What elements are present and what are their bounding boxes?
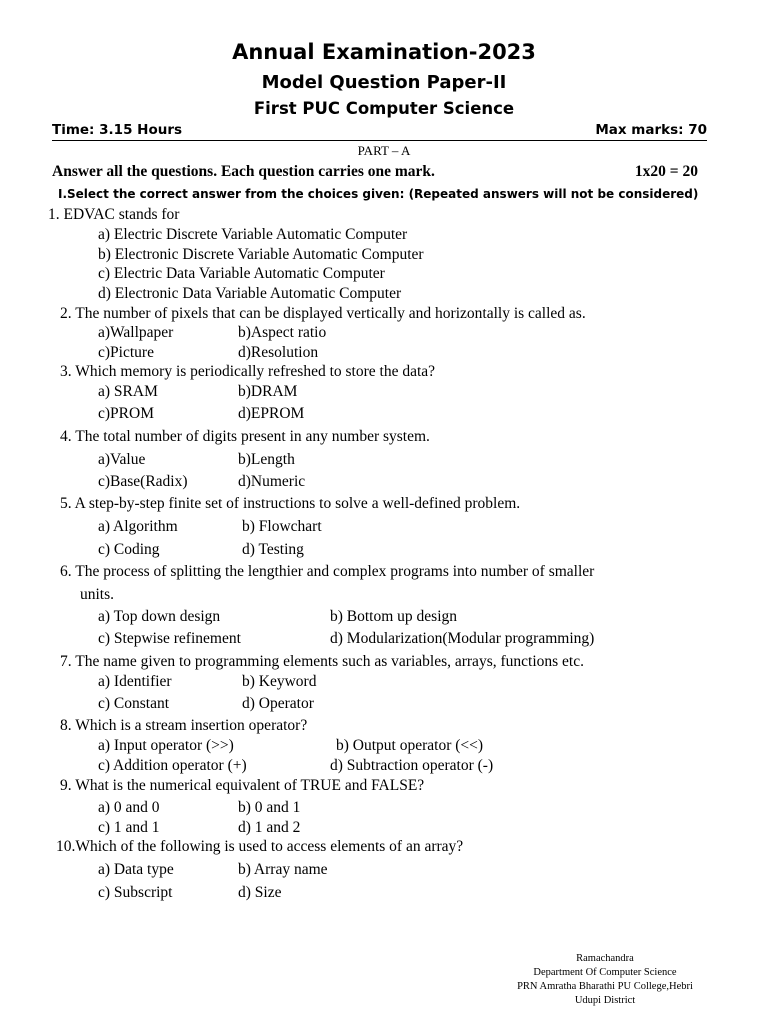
q5-option-a: a) Algorithm (98, 518, 178, 535)
q7-option-d: d) Operator (242, 695, 314, 712)
q10-option-d: d) Size (238, 884, 282, 901)
question-6: 6. The process of splitting the lengthier and complex programs into number of smaller (60, 563, 595, 580)
q2-option-c: c)Picture (98, 344, 154, 361)
question-6-continued: units. (80, 586, 115, 603)
q7-option-b: b) Keyword (242, 673, 317, 690)
q3-option-a: a) SRAM (98, 383, 158, 400)
q1-option-a: a) Electric Discrete Variable Automatic Computer (98, 226, 408, 243)
question-4: 4. The total number of digits present in any number system. (60, 428, 430, 445)
question-7: 7. The name given to programming elements such as variables, arrays, functions etc. (60, 653, 584, 670)
q10-option-c: c) Subscript (98, 884, 173, 901)
q6-option-a: a) Top down design (98, 608, 221, 625)
max-marks: Max marks: 70 (595, 122, 707, 138)
header-divider (52, 140, 707, 141)
q1-option-b: b) Electronic Discrete Variable Automatic Computer (98, 246, 424, 263)
author-department: Department Of Computer Science (533, 967, 677, 978)
q5-option-b: b) Flowchart (242, 518, 322, 535)
q8-option-a: a) Input operator (>>) (98, 737, 234, 754)
part-marks: 1x20 = 20 (634, 163, 698, 180)
question-1: 1. EDVAC stands for (48, 206, 180, 223)
q2-option-d: d)Resolution (238, 344, 319, 361)
q8-option-b: b) Output operator (<<) (336, 737, 484, 754)
question-3: 3. Which memory is periodically refreshed to store the data? (60, 363, 436, 380)
q8-option-d: d) Subtraction operator (-) (330, 757, 494, 774)
q3-option-c: c)PROM (98, 405, 154, 422)
question-2: 2. The number of pixels that can be displayed vertically and horizontally is called as. (60, 305, 586, 322)
q4-option-a: a)Value (98, 451, 146, 468)
section-instruction: I.Select the correct answer from the choices given: (Repeated answers will not be considered) (58, 187, 699, 201)
q5-option-d: d) Testing (242, 541, 304, 558)
q4-option-c: c)Base(Radix) (98, 473, 188, 490)
q2-option-b: b)Aspect ratio (238, 324, 327, 341)
exam-title: Annual Examination-2023 (232, 40, 536, 64)
part-instruction: Answer all the questions. Each question carries one mark. (52, 163, 435, 180)
q9-option-c: c) 1 and 1 (98, 819, 160, 836)
q3-option-b: b)DRAM (238, 383, 298, 400)
q5-option-c: c) Coding (98, 541, 160, 558)
question-5: 5. A step-by-step finite set of instructions to solve a well-defined problem. (60, 495, 521, 512)
q9-option-d: d) 1 and 2 (238, 819, 301, 836)
q10-option-a: a) Data type (98, 861, 174, 878)
q4-option-b: b)Length (238, 451, 295, 468)
q3-option-d: d)EPROM (238, 405, 305, 422)
paper-subtitle: Model Question Paper-II (261, 72, 507, 93)
q6-option-c: c) Stepwise refinement (98, 630, 241, 647)
part-label: PART – A (357, 143, 411, 158)
q9-option-a: a) 0 and 0 (98, 799, 160, 816)
course-title: First PUC Computer Science (253, 99, 515, 118)
q7-option-c: c) Constant (98, 695, 170, 712)
q1-option-d: d) Electronic Data Variable Automatic Computer (98, 285, 402, 302)
author-block (470, 952, 740, 1008)
q6-option-b: b) Bottom up design (330, 608, 458, 625)
exam-time: Time: 3.15 Hours (52, 122, 183, 138)
q10-option-b: b) Array name (238, 861, 328, 878)
q1-option-c: c) Electric Data Variable Automatic Computer (98, 265, 385, 282)
q9-option-b: b) 0 and 1 (238, 799, 301, 816)
q8-option-c: c) Addition operator (+) (98, 757, 247, 774)
q4-option-d: d)Numeric (238, 473, 306, 490)
q7-option-a: a) Identifier (98, 673, 172, 690)
author-college: PRN Amratha Bharathi PU College,Hebri (517, 981, 693, 992)
question-9: 9. What is the numerical equivalent of TRUE and FALSE? (60, 777, 425, 794)
question-8: 8. Which is a stream insertion operator? (60, 717, 308, 734)
question-10: 10.Which of the following is used to access elements of an array? (56, 838, 464, 855)
q6-option-d: d) Modularization(Modular programming) (330, 630, 595, 647)
author-district: Udupi District (574, 995, 636, 1006)
author-name: Ramachandra (576, 953, 634, 964)
q2-option-a: a)Wallpaper (98, 324, 174, 341)
